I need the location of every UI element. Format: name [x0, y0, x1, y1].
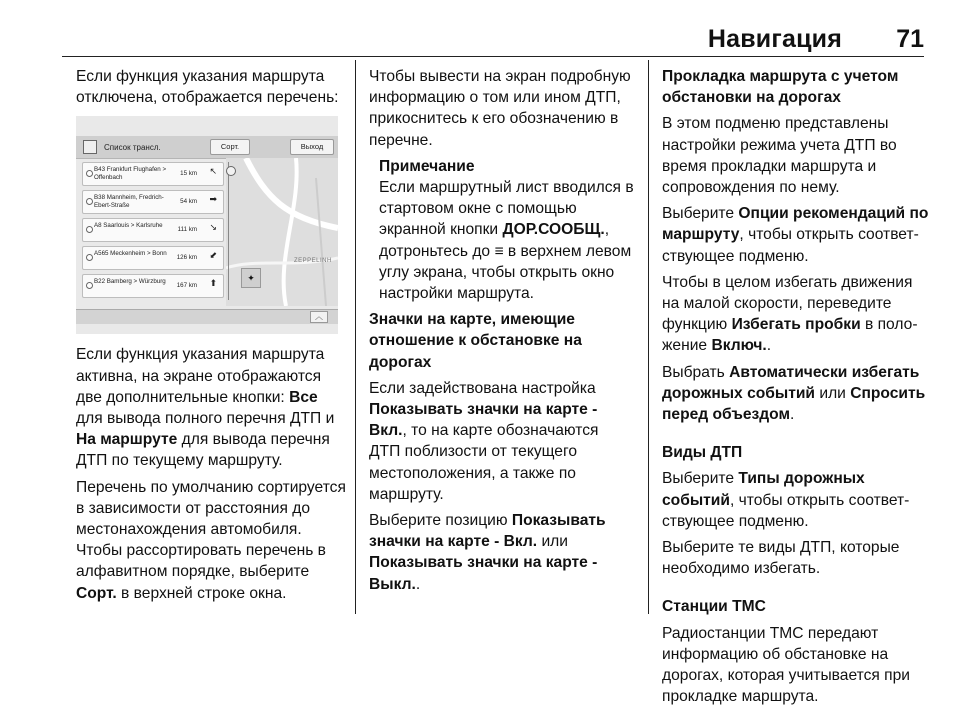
direction-icon: ➡: [209, 194, 217, 205]
list-item: [82, 190, 224, 214]
item-distance: 111 km: [177, 226, 197, 234]
section-heading: Прокладка маршрута с учетом обстановки на дорогах: [662, 68, 899, 107]
map-label: ZEPPELINH: [294, 258, 332, 265]
column-divider: [648, 60, 649, 614]
item-distance: 167 km: [176, 282, 197, 290]
list-icon: [83, 140, 97, 154]
paragraph: Если функция указания маршрута активна, на экране отображаются две дополнительные кнопки: Все для вывода полного перечня ДТП и На маршруте для вывода перечня ДТП по текущему маршруту.: [76, 346, 335, 470]
paragraph: Чтобы вывести на экран подробную информацию о том или ином ДТП, прикоснитесь к его обозначению в перечне.: [369, 68, 631, 149]
position-icon: ✦: [241, 268, 261, 288]
screenshot-topbar: [76, 136, 338, 159]
screenshot-title: Список трансл.: [104, 143, 161, 153]
screenshot-bottombar: [76, 309, 338, 324]
item-name: B38 Mannheim, Fredrich-Ebert-Straße: [94, 194, 164, 209]
section-title: Навигация: [707, 25, 842, 53]
page-header: [0, 0, 960, 58]
paragraph: Выберите Типы дорожных событий, чтобы открыть соответствующее подменю.: [662, 470, 910, 530]
list-item: [82, 246, 224, 270]
radio-icon: [86, 198, 93, 205]
header-rule: [62, 56, 924, 57]
radio-icon: [86, 282, 93, 289]
direction-icon: ⬆: [209, 278, 217, 289]
paragraph: Выберите Опции рекомендаций по маршруту, чтобы открыть соответствующее подменю.: [662, 205, 929, 265]
note-block: [369, 156, 634, 304]
column-1: [76, 66, 348, 609]
radio-icon: [86, 170, 93, 177]
chevron-up-icon: ︿: [310, 311, 328, 323]
list-item: [82, 218, 224, 242]
traffic-list: [82, 162, 224, 302]
paragraph: Радиостанции TMC передают информацию об обстановке на дорогах, которая учитывается при прокладке маршрута.: [662, 624, 910, 706]
item-name: A565 Meckenheim > Bonn: [94, 250, 167, 258]
scrollbar: [228, 162, 235, 300]
list-item: [82, 162, 224, 186]
section-heading: Виды ДТП: [662, 444, 743, 462]
list-item: [82, 274, 224, 298]
paragraph: Выбрать Автоматически избегать дорожных событий или Спросить перед объездом.: [662, 363, 926, 424]
paragraph: Выберите те виды ДТП, которые необходимо избегать.: [662, 539, 900, 578]
direction-icon: ↖: [209, 166, 217, 177]
radio-icon: [86, 254, 93, 261]
direction-icon: ↘: [209, 222, 217, 233]
section-heading: Станции TMC: [662, 598, 766, 616]
item-name: A8 Saarlouis > Karlsruhe: [94, 222, 163, 230]
paragraph: Если функция указания маршрута отключена, отображается перечень:: [76, 68, 339, 107]
item-distance: 15 km: [180, 170, 197, 178]
screenshot-traffic-list: [76, 116, 338, 334]
column-3: [662, 66, 932, 712]
page-number: 71: [896, 25, 924, 53]
sort-button: Сорт.: [210, 139, 250, 155]
item-distance: 54 km: [180, 198, 197, 206]
column-2: [369, 66, 634, 600]
paragraph: Если задействована настройка Показывать значки на карте - Вкл., то на карте обозначаются ДТП поблизости от текущего местоположения, а также по маршруту.: [369, 379, 599, 503]
item-distance: 126 km: [176, 254, 197, 262]
direction-icon: ⬋: [209, 250, 217, 261]
note-text: Если маршрутный лист вводился в стартовом окне с помощью экранной кнопки ДОР.СООБЩ., дотроньтесь до ≡ в верхнем левом углу экрана, чтобы открыть окно настройки маршрута.: [379, 179, 634, 303]
item-name: B43 Frankfurt Flughafen > Offenbach: [94, 166, 167, 181]
section-heading: Значки на карте, имеющие отношение к обстановке на дорогах: [369, 311, 582, 371]
column-divider: [355, 60, 356, 614]
exit-button: Выход: [290, 139, 334, 155]
paragraph: Перечень по умолчанию сортируется в зависимости от расстояния до местонахождения автомобиля. Чтобы рассортировать перечень в алфавитном порядке, выберите Сорт. в верхней строке окна.: [76, 478, 346, 602]
paragraph: Чтобы в целом избегать движения на малой скорости, переведите функцию Избегать пробки в положение Включ..: [662, 273, 918, 355]
menu-icon: ≡: [494, 242, 504, 260]
note-title: Примечание: [379, 157, 475, 175]
item-name: B22 Bamberg > Würzburg: [94, 278, 166, 286]
radio-icon: [86, 226, 93, 233]
paragraph: В этом подменю представлены настройки режима учета ДТП во время прокладки маршрута и сопровождения по нему.: [662, 115, 897, 197]
paragraph: Выберите позицию Показывать значки на карте - Вкл. или Показывать значки на карте - Выкл..: [369, 512, 606, 593]
